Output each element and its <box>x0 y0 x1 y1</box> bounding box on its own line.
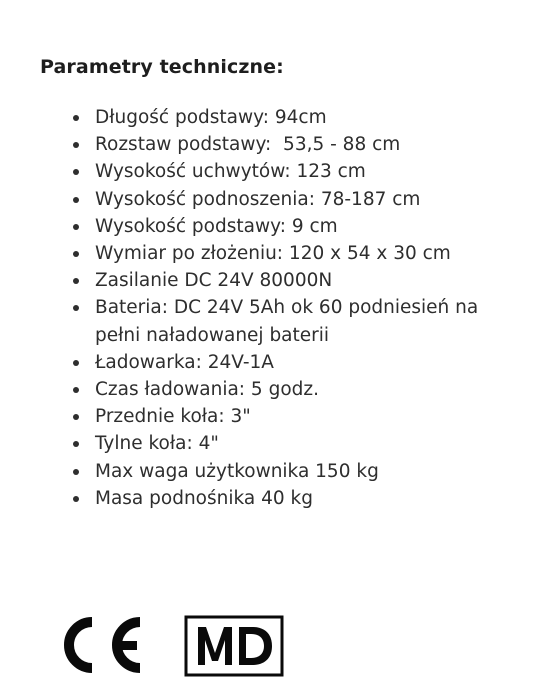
spec-text: Max waga użytkownika 150 kg <box>95 460 379 482</box>
spec-list <box>0 104 538 512</box>
list-item <box>0 430 538 457</box>
spec-text: Ładowarka: 24V-1A <box>95 351 274 373</box>
list-item <box>0 403 538 430</box>
list-item <box>0 186 538 213</box>
bullet-icon <box>73 115 79 121</box>
list-item <box>0 485 538 512</box>
spec-text: Tylne koła: 4" <box>95 433 219 455</box>
spec-text: Wysokość uchwytów: 123 cm <box>95 161 366 183</box>
bullet-icon <box>73 496 79 502</box>
list-item <box>0 213 538 240</box>
spec-text: Czas ładowania: 5 godz. <box>95 379 319 401</box>
bullet-icon <box>73 278 79 284</box>
list-item <box>0 104 538 131</box>
list-item <box>0 267 538 294</box>
bullet-icon <box>73 360 79 366</box>
bullet-icon <box>73 197 79 203</box>
spec-text: Przednie koła: 3" <box>95 406 251 428</box>
spec-text: Wysokość podnoszenia: 78-187 cm <box>95 188 421 210</box>
bullet-icon <box>73 251 79 257</box>
ce-mark-icon <box>52 612 148 678</box>
spec-text: Rozstaw podstawy: 53,5 - 88 cm <box>95 134 401 156</box>
bullet-icon <box>73 469 79 475</box>
md-mark-icon <box>184 615 284 677</box>
bullet-icon <box>73 414 79 420</box>
bullet-icon <box>73 142 79 148</box>
bullet-icon <box>73 387 79 393</box>
spec-text: Zasilanie DC 24V 80000N <box>95 270 333 292</box>
certification-marks <box>52 612 292 678</box>
spec-text: Wymiar po złożeniu: 120 x 54 x 30 cm <box>95 243 451 265</box>
list-item <box>0 240 538 267</box>
bullet-icon <box>73 169 79 175</box>
list-item <box>0 158 538 185</box>
spec-text: Masa podnośnika 40 kg <box>95 487 313 509</box>
spec-text: Wysokość podstawy: 9 cm <box>95 215 338 237</box>
list-item <box>0 294 538 348</box>
bullet-icon <box>73 224 79 230</box>
bullet-icon <box>73 441 79 447</box>
list-item <box>0 376 538 403</box>
list-item <box>0 458 538 485</box>
spec-text: Bateria: DC 24V 5Ah ok 60 podniesień na pełni naładowanej baterii <box>95 297 485 346</box>
section-title: Parametry techniczne: <box>40 56 284 78</box>
spec-text: Długość podstawy: 94cm <box>95 107 327 128</box>
bullet-icon <box>73 305 79 311</box>
list-item <box>0 131 538 158</box>
list-item <box>0 349 538 376</box>
